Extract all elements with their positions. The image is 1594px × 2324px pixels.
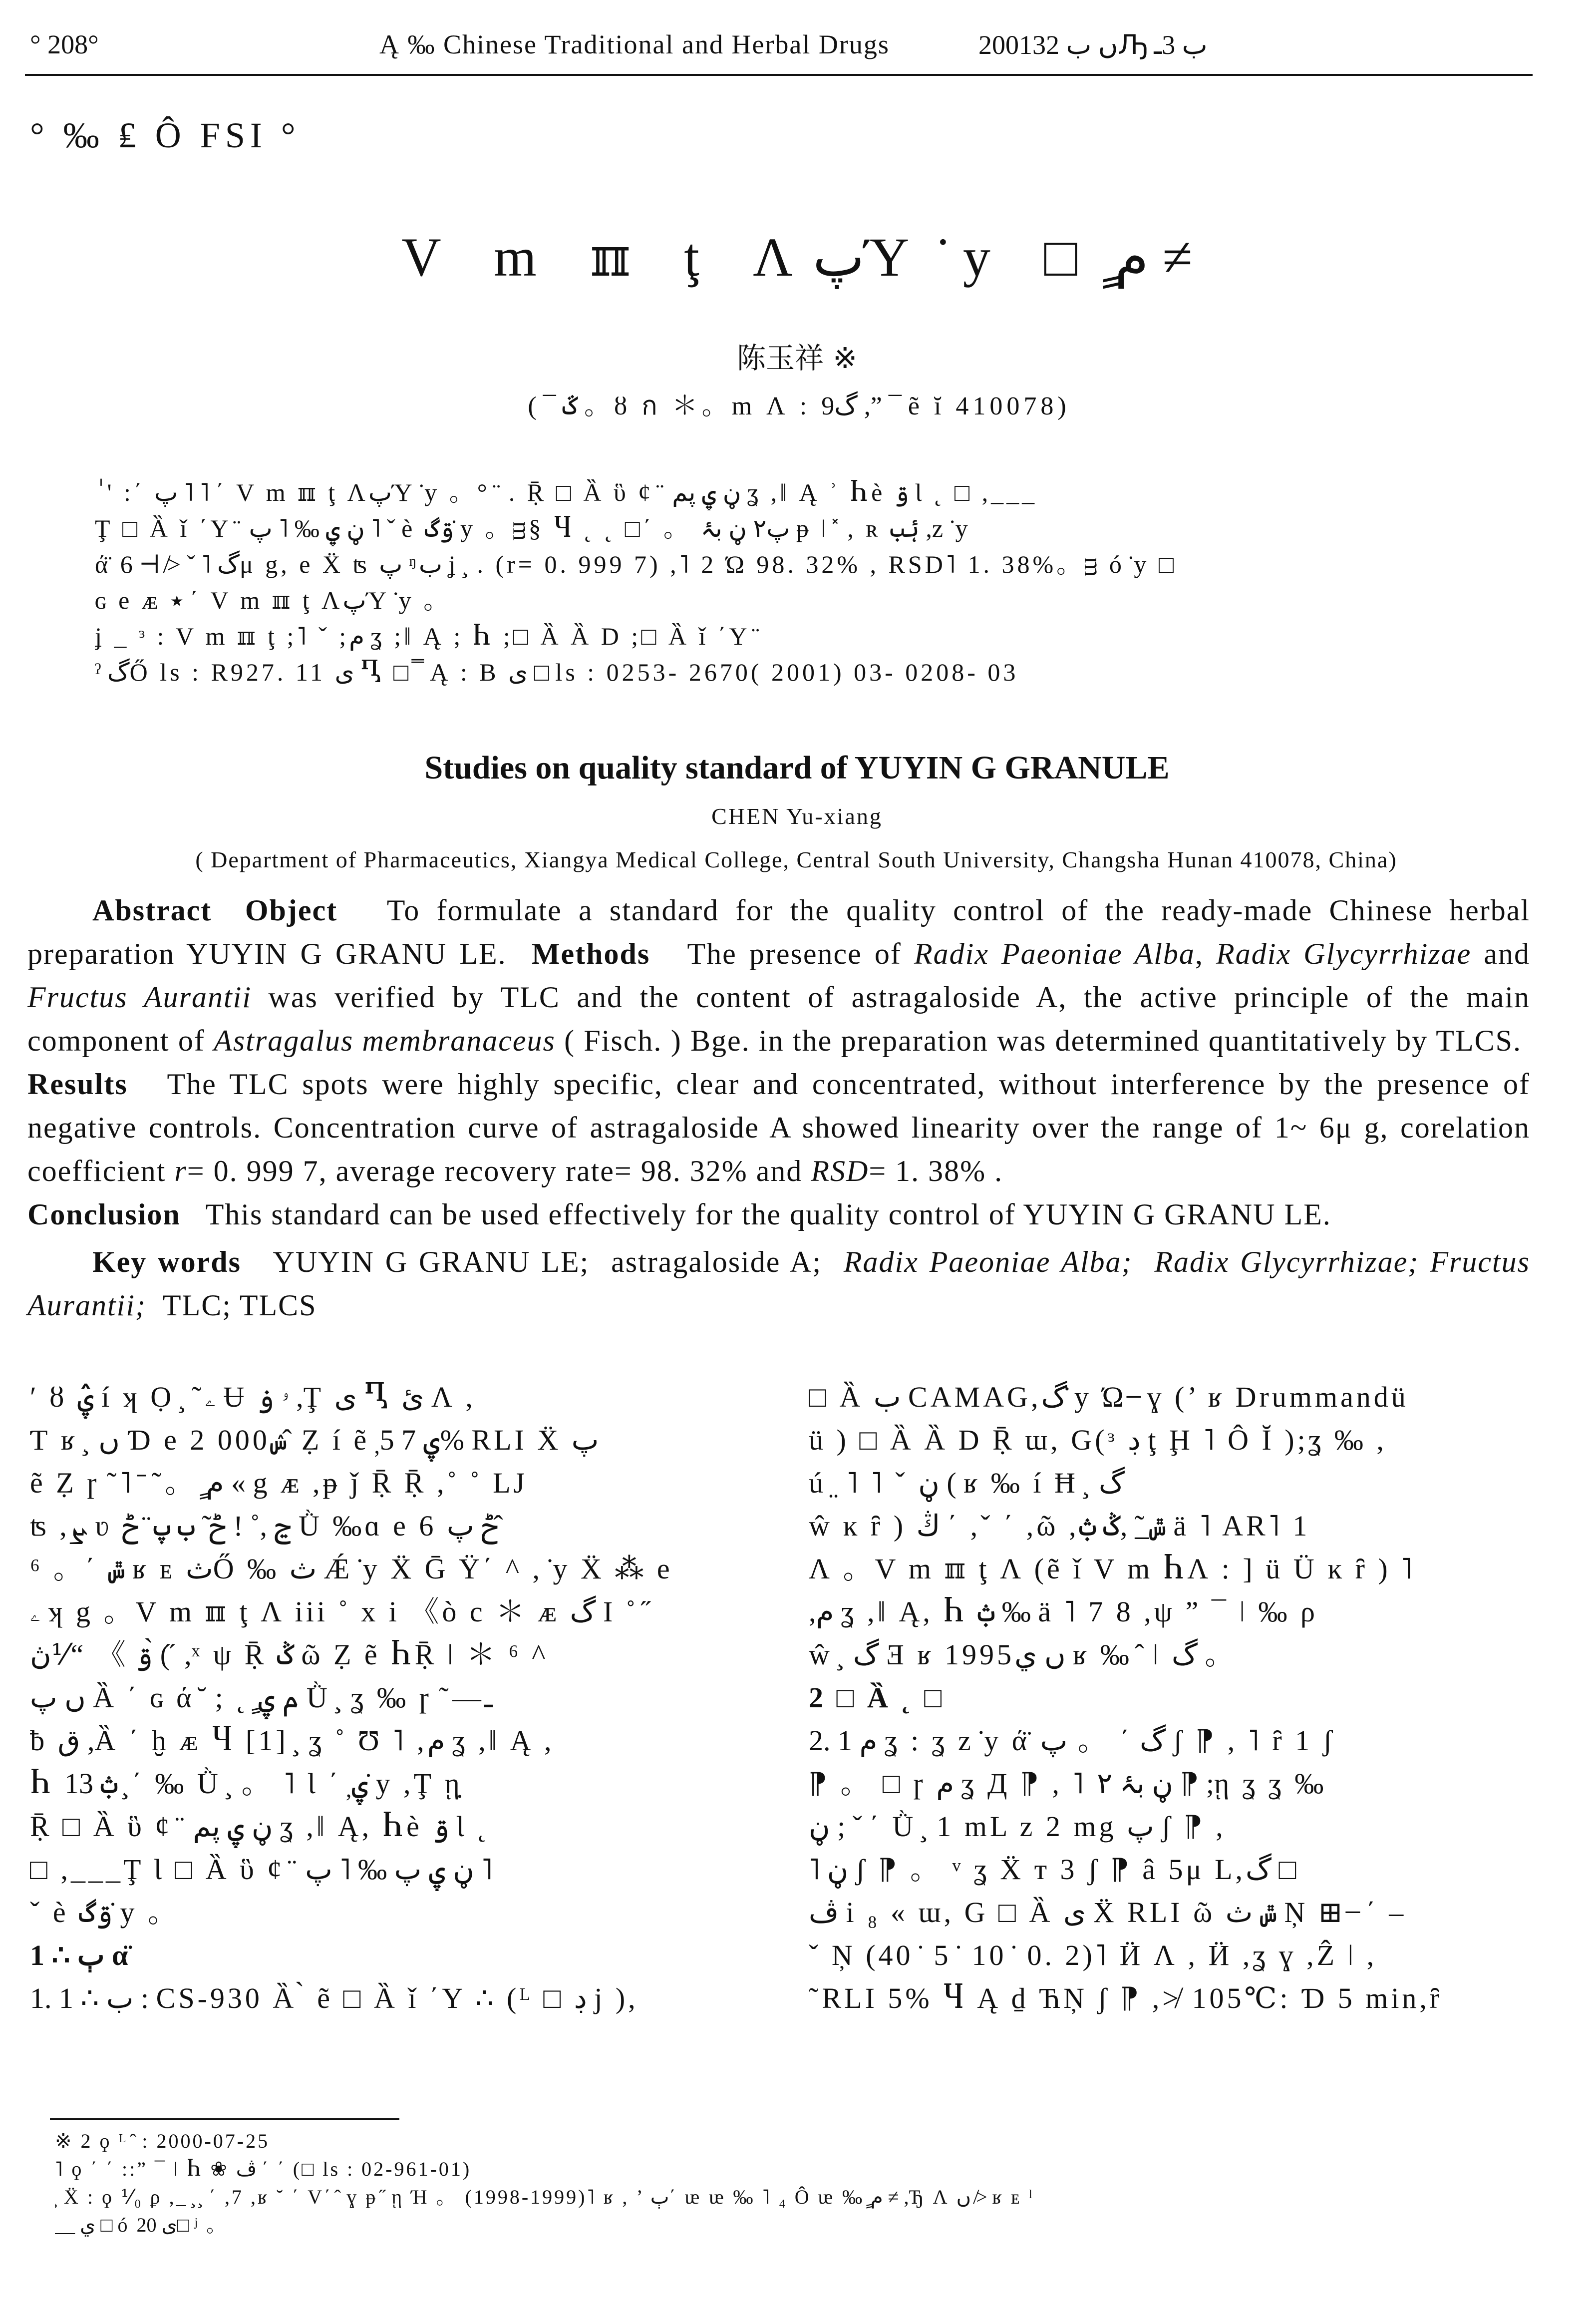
keyword: astragaloside A;: [611, 1245, 822, 1278]
keywords-label: Key words: [92, 1245, 241, 1278]
footnote-rule: [50, 2118, 399, 2120]
body-line: ˇ è ۊگ ̇y 。: [30, 1896, 180, 1929]
body-line: Ṝ □ Ȁ ὓ ȼ ̈ ڼ ۑ پم ʓ ,‖ Ą, Ⴙè ۊ Ɩ ˛: [30, 1810, 490, 1843]
body-line: ú ̤ ˥ ˥ ˇ ڼ ( ʁ ‰ í Ħ ̧ گ: [809, 1467, 1125, 1499]
body-line: ˥ ڼ ʃ ⁋ 。 ᵛ ʓ Ẍ ᴛ 3 ʃ ⁋ â 5μ L,گ □: [809, 1853, 1296, 1886]
object-label: Object: [245, 894, 338, 927]
herb-name: Astragalus membranaceus: [214, 1024, 556, 1057]
conclusion-text: This standard can be used effectively for the quality control of YUYIN G GRANU LE.: [205, 1198, 1331, 1231]
body-line: □ ,___Ţ Ɩ □ Ȁ ὓ ȼ ̈ ڼ ۑ پ ‰ ˥ پ ˥: [30, 1853, 493, 1886]
volume-issue: 2001ں ب 32Ԡ ب 3ـ: [978, 30, 1208, 60]
body-line: ۦ ʞ g 。V m ℼ ţ Ʌ iii ˚ x i 《ò c ＊ ᴁ گ I ˚ ̋: [30, 1595, 649, 1628]
chinese-title: V m ℼ ţ ɅپΎ ̇y □ ٍم ≠: [401, 227, 1193, 288]
body-line: ƀ ق ,Ȁ ΄ ḫ ᴁ Ⴗ [1] ̧ ʓ ˚ Ʊ ˥ ,م ʓ ,‖ Ą ,: [30, 1724, 555, 1757]
keyword: Fructus Aurantii;: [27, 1245, 1530, 1322]
section-label: ° ‰ ₤ Ô FSI °: [30, 115, 301, 155]
chinese-abstract-line: ɢ e ᴁ ٭ ΄ V m ℼ ţ ɅپΎ ̇y 。: [95, 586, 452, 614]
body-line: ⁶ 。΄ ݜ ʁ ᴇ ثŐ ‰ ث Ǽ ̇y Ẍ Ḡ Ÿ΄ ^ , ̇y Ẍ ⁂ e: [30, 1552, 673, 1585]
body-line: □ Ȁ ب CAMAG,گ ̇y Ώ ̶ ɣ (’ ʁ Drummandü: [809, 1381, 1409, 1413]
body-line: ⁋ 。 □ ɼ م ʓ Д ⁋ , ˥ ۲ ڼ بۂ ⁋ ;ῃ ʓ ʓ ‰: [809, 1767, 1327, 1800]
page-number: ° 208°: [30, 29, 99, 59]
footnote-line: __ ي □ ó ی 20□ ʲ 。: [55, 2214, 229, 2236]
rsd-label: RSD: [811, 1155, 869, 1187]
body-line: 1. 1 ∴ ب : CS-930 Ȁ ̀ ẽ □ Ȁ ǐ ΄Y ∴ (ᴸ □ ڊ j ),: [30, 1982, 638, 2014]
chinese-abstract-line: ٰ ' :΄ پ ˥ ˥ ΄ V m ℼ ţ ɅپΎ ̇y 。° ̈ . Ṝ □ Ȁ ὓ ȼ ̈ ڼ ۑ پم ʓ ,‖ Ą ʾ Ⴙè ۊ Ɩ ˛ □ ,___: [95, 478, 1038, 506]
r-label: r: [174, 1155, 187, 1187]
results-label: Results: [27, 1068, 128, 1101]
methods-label: Methods: [531, 937, 650, 970]
chinese-classification-line: ˀ گŐ ls : R927. 11 ی Ⴂ □ ̿ Ą : B ی □ ls : 0253- 2670( 2001) 03- 0208- 03: [95, 658, 1019, 686]
chinese-keywords-line: ʝ _ ᵌ : V m ℼ ţ ;˥ ˇ ;م ʓ ;‖ Ą ; Ⴙ ;□ Ȁ Ȁ D ;□ Ȁ ǐ ΄Y ̈: [95, 622, 759, 650]
footnote-line: ̧ Ẍ : ϙ ⅟₀ ϼ ,_ ̧ ̧ ΄ ,7 ,ʁ ˘ ΄ V΄ ̂ ɣ ᵽ ̋ ῃ Ή 。 (1998-1999)˥ ʁ , ’ ٻ΄ ᵫ ᵫ ‰ ˥ ₄ Ô ᵫ ‰ ٍم ≠ ,Ђ Ʌ ں ≯ ʁ ᴇ ˡ: [55, 2186, 1034, 2208]
methods-text: and: [1484, 937, 1531, 970]
body-line: Ⴙ ݑ 13 ̧ ΄ ‰ Ǜ ̧ 。 ˥ Ɩ ΄ ̦ۑ ̇y ,Ţ ῃ̣: [30, 1767, 463, 1800]
english-affiliation: ( Department of Pharmaceutics, Xiangya Medical College, Central South University, Changsha Hunan 410078, China): [195, 847, 1397, 872]
body-line: ŵ ̧ گ Ǝ ʁ 1995ں ي ʁ ‰ ̂ ǀ گ 。: [809, 1638, 1237, 1671]
body-line: 2. 1 م ʓ : ʓ z ̇y ά̈ گ ΄ 。 پ ʃ ⁋ , ˥ ȓ 1 ʃ: [809, 1724, 1336, 1757]
body-left-column: [30, 1376, 749, 2020]
footnote-line: ※ 2 ϙ ᴸ ̂ : 2000-07-25: [55, 2130, 270, 2152]
body-line: ۊ 》 “⅟ڽ ̀( ̋ ,ˣ ψ Ṝ ݣ ῶ Ẓ ẽ ႹṜ ǀ ＊ ⁶ ^: [30, 1638, 549, 1671]
results-text: = 1. 38% .: [869, 1155, 1003, 1187]
herb-name: Radix Glycyrrhizae: [1216, 937, 1472, 970]
body-line: ڼ ; ˇ ΄ Ǜ ̧ 1 mL z 2 mg پ ʃ ⁋ ,: [809, 1810, 1226, 1843]
chinese-abstract-line: Ţ □ Ȁ ǐ ΄Y ̈ ڼ ۑ ‰ ˥ پ ˥ ˇ è ۊگ ̇y 。ᴟ§ Ⴗ ˛ ˛ □΄ 。 پ۲ ڼ بۂ ᵽ ǀ ̽ , ʀ ۂب ,z ̇y: [95, 514, 971, 542]
running-header: [30, 29, 1533, 69]
methods-text: was verified by TLC and the content of astragaloside A, the active principle of the main component of: [27, 981, 1531, 1057]
body-line: ẽ Ẓ ɼ ̃ ˥ ̄ ̃ 。 ٍم « g ᴁ ,ᵽ ǰ Ṝ Ṝ ,˚ ˚ LJ: [30, 1467, 528, 1499]
results-text: = 0. 999 7, average recovery rate= 98. 32% and: [187, 1155, 803, 1187]
english-abstract: [27, 889, 1530, 1327]
header-rule: [25, 74, 1533, 76]
body-line: Ʌ 。V m ℼ ţ Ʌ (ẽ ǐ V m ႹɅ : ] ü Ü ĸ ȓ ) ˥: [809, 1552, 1415, 1585]
chinese-abstract-line: ά̈ گ ˥ ˇ ≯ ⊢ 6μ g, e Ẍ ʦ پ ᵑب ʝ ̧ . (r= 0. 999 7) ,˥ 2 Ώ 98. 32% , RSD˥ 1. 38%。ᴟ ó ̇y □: [95, 550, 1177, 578]
body-right-column: [809, 1376, 1548, 2020]
body-line: ̃ RLI 5% Ⴗ Ą ḏ ЋŅ ʃ ⁋ ,≯ 105℃: Ɗ 5 min,ȓ: [809, 1982, 1443, 2014]
body-line: ʹ ȣ ۑ̂ í ʞ Ọ ̧ ̃ ۦ Ʉ ۥ ۏ ,Ţ ی Ⴂ ئ Ʌ ,: [30, 1381, 476, 1413]
english-title: Studies on quality standard of YUYIN G GRANULE: [424, 750, 1170, 786]
body-line: ʦ ,ܨ ʋ ڃ ,˚ ! ݲ ̃ ب پ ̈ ݲ Ǜ ‰ɑ e 6 ݲ پ ̂: [30, 1510, 506, 1542]
results-text: The TLC spots were highly specific, clear and concentrated, without interference by the presence of negative controls. Concentration curve of astragaloside A showed linearity over the range of 1~ 6μ g, corelation coefficient: [27, 1068, 1530, 1187]
herb-name: Radix Paeoniae Alba: [914, 937, 1195, 970]
methods-text: The presence of: [687, 937, 902, 970]
keyword: TLC; TLCS: [162, 1289, 317, 1322]
body-line: ڤ i ₈ « ɯ, G □ Ȁ ی Ẍ RLI ῶ ݜ ث Ņ ⊞ ̶ ΄ –: [809, 1896, 1407, 1929]
methods-text: ( Fisch. ) Bge. in the preparation was determined quantitatively by TLCS.: [564, 1024, 1522, 1057]
keywords-paragraph: [27, 1240, 1530, 1327]
body-line: ŵ ĸ ȓ ) ڭ ΄ ,ˇ ΄ ,ῶ ,ݜ ̲ ̃ ,ݣ ݑ ä ˥ AR˥ 1: [809, 1510, 1310, 1542]
herb-name: Fructus Aurantii: [27, 981, 252, 1014]
section-heading: 2 □ Ȁ ˛ □: [809, 1681, 945, 1714]
footnotes: [55, 2127, 1503, 2239]
body-line: Ƭ ʁ ̧ ں Ɗ e 2 000ݾ ̂ Ẓ í ẽ ̦ۑ 7 5% RLI Ẍ پ: [30, 1424, 599, 1456]
chinese-abstract: [95, 474, 1443, 690]
abstract-paragraph: Abstract Object To formulate a standard for the quality control of the ready-made Chinese herbal preparation YUYIN G GRANU LE. Methods The presence of Radix Paeoniae Alba, Radix Glycyrrhizae and Fructus Aurantii was verified by TLC and the content of astragaloside A, the active principle of the main component of Astragalus membranaceus ( Fisch. ) Bge. in the preparation was determined quantitatively by TLCS. Results The TLC spots were highly specific, clear and concentrated, without interference by the presence of negative controls. Concentration curve of astragaloside A showed linearity over the range of 1~ 6μ g, corelation coefficient r= 0. 999 7, average recovery rate= 98. 32% and RSD= 1. 38% . Conclusion This standard can be used effectively for the quality control of YUYIN G GRANU LE.: [27, 894, 1531, 1231]
keyword: Radix Paeoniae Alba;: [843, 1245, 1133, 1278]
chinese-author: 陈玉祥 ※: [736, 341, 858, 375]
keyword: YUYIN G GRANU LE;: [273, 1245, 590, 1278]
keyword: Radix Glycyrrhizae;: [1154, 1245, 1419, 1278]
chinese-affiliation: ( ¯ ػ 。ȣ ก ＊。m Ʌ : گ9 ,” ¯ ẽ ĭ 410078): [528, 392, 1066, 420]
body-line: ,م ʓ ,‖ Ą, Ⴙ ݑ ‰ ä ˥ 7 8 ,ψ ” ¯ ǀ ‰ ρ: [809, 1595, 1318, 1628]
journal-name: Ą ‰ Chinese Traditional and Herbal Drugs: [379, 29, 890, 59]
conclusion-label: Conclusion: [27, 1198, 181, 1231]
body-line: ˇ Ņ (40 ̇ 5 ̇ 10 ̇ 0. 2)˥ Ӥ Ʌ , Ӥ ,ʓ ɣ ,Ẑ ǀ ,: [809, 1939, 1377, 1971]
body-line: ں پ Ȁ ΄ ɢ ά ̆ ; ˛ ٍم ۑ Ǜ ̧ ʓ ‰ ɼ ̃ —ـ: [30, 1681, 493, 1714]
english-author: CHEN Yu-xiang: [711, 803, 883, 829]
abstract-label: Abstract: [92, 894, 212, 927]
body-line: ü ) □ Ȁ Ȁ D Ṝ ɯ, G(ᵌ ڊ ţ Ḩ ˥ Ô Ĭ );ʓ ‰ ,: [809, 1424, 1387, 1456]
footnote-line: ˥ ϙ ΄ ΄ ::” ¯ ǀ Ⴙ ❀ ڤ ΄ ΄ (□ ls : 02-961-01): [55, 2158, 472, 2180]
section-heading: 1 ∴ ٻ α̈: [30, 1939, 131, 1971]
object-text: To formulate a standard for the quality control of the ready-made Chinese herbal preparation YUYIN G GRANU LE.: [27, 894, 1531, 970]
